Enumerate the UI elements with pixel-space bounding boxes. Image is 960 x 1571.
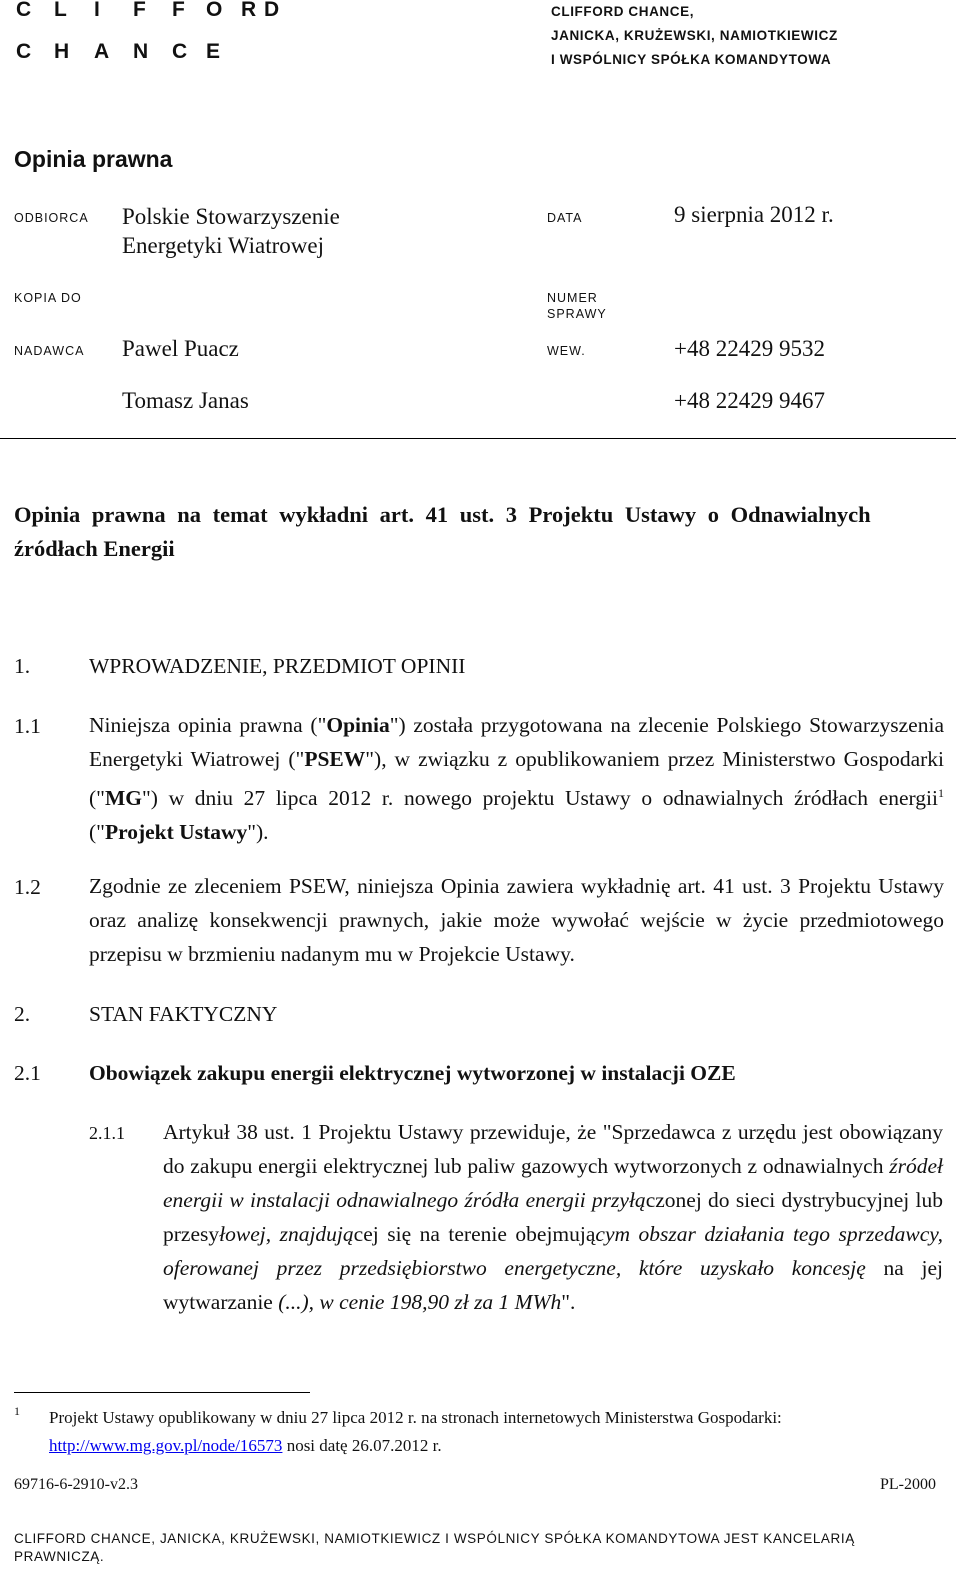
clifford-chance-logo [14,0,294,70]
logo-letter: L [54,0,67,21]
recipient-line-1: Polskie Stowarzyszenie [122,204,340,229]
firm-line-2: JANICKA, KRUŻEWSKI, NAMIOTKIEWICZ [551,28,838,43]
footnote-after: nosi datę 26.07.2012 r. [282,1436,442,1455]
sender-label: NADAWCA [14,344,85,358]
paragraph-1-2: Zgodnie ze zleceniem PSEW, niniejsza Opinia zawiera wykładnię art. 41 ust. 3 Projektu Ustawy oraz analizę konsekwencji prawnych, jakie może wywołać wejście w życie przedmiotowego przepisu w brzmieniu nadanym mu w Projekcie Ustawy. [89,874,944,966]
firm-line-3: I WSPÓLNICY SPÓŁKA KOMANDYTOWA [551,52,832,67]
document-type-title: Opinia prawna [14,146,173,172]
case-number-label-line-1: NUMER [547,291,598,305]
p211-quote: biorstwo energetyczne, które uzyskało koncesję [411,1256,866,1280]
section-2-title: STAN FAKTYCZNY [89,1002,278,1026]
p11-defined-term: PSEW [304,747,366,771]
logo-row-1 [14,0,294,26]
p211-text: na jej wytwarzanie [163,1256,943,1314]
date-value: 9 sierpnia 2012 r. [674,202,834,227]
section-2-number: 2. [14,1002,31,1026]
subject-line-2: źródłach Energii [14,536,175,561]
paragraph-1-1 [89,708,944,849]
p211-text: cej się na terenie obejmują [353,1222,596,1246]
logo-letter: N [133,40,149,63]
p211-text: Artykuł 38 ust. 1 Projektu Ustawy przewiduje, że "Sprzedawca z urzędu jest obowiązany do zakupu energii elektrycznej lub paliw gazowych wytworzonych z odnawialnych [163,1120,943,1178]
logo-letter: F [133,0,146,21]
logo-letter: C [16,0,32,21]
logo-letter: F [172,0,185,21]
copy-label: KOPIA DO [14,291,82,305]
p11-text: ") została przygotowana na zlecenie Polskiego Stowarzyszenia Energetyki Wiatrowej (" [89,713,944,771]
footnote-separator [14,1392,310,1393]
footnote-1 [49,1404,949,1460]
extension-2: +48 22429 9467 [674,388,825,413]
p11-defined-term: Opinia [326,713,390,737]
subject-line-1: Opinia prawna na temat wykładni art. 41 ust. 3 Projektu Ustawy o Odnawialnych [14,502,871,527]
p211-quote: cym obszar działania tego sprzedawcy, oferowanej przez przedsię [163,1222,943,1280]
p11-text: (" [89,820,105,845]
footnote-text: Projekt Ustawy opublikowany w dniu 27 lipca 2012 r. na stronach internetowych Ministerstwa Gospodarki: [49,1408,782,1427]
p11-defined-term: Projekt Ustawy [104,820,248,845]
p11-defined-term: MG [104,786,142,811]
footnote-link[interactable]: http://www.mg.gov.pl/node/16573 [49,1436,283,1455]
firm-line-1: CLIFFORD CHANCE, [551,4,695,19]
case-number-label [547,290,607,322]
section-2-1-title: Obowiązek zakupu energii elektrycznej wytworzonej w instalacji OZE [89,1061,736,1085]
subject [14,498,871,566]
footer-disclaimer: CLIFFORD CHANCE, JANICKA, KRUŻEWSKI, NAMIOTKIEWICZ I WSPÓLNICY SPÓŁKA KOMANDYTOWA JEST KANCELARIĄ PRAWNICZĄ. [14,1531,855,1564]
logo-letter: O [206,0,223,21]
section-1-number: 1. [14,654,31,678]
p11-text: "), w związku z opublikowaniem przez Ministerstwo Gospodarki (" [89,747,944,811]
extension-label: WEW. [547,344,586,358]
sender-2: Tomasz Janas [122,388,249,413]
paragraph-1-1-number: 1.1 [14,714,41,738]
logo-letter: I [94,0,100,21]
p11-text: Niniejsza opinia prawna (" [89,713,327,737]
p211-quote: łowej, znajdują [219,1222,354,1246]
firm-name [551,0,838,72]
header-divider [0,438,956,439]
p11-text: ") w dniu 27 lipca 2012 r. nowego projektu Ustawy o odnawialnych źródłach energii [141,786,938,811]
logo-letter: D [264,0,280,21]
footnote-ref-1[interactable]: 1 [938,786,944,800]
logo-letter: C [172,40,188,63]
logo-letter: A [94,40,110,63]
p11-text: "). [247,820,269,845]
paragraph-2-1-1 [163,1115,943,1319]
paragraph-1-2-number: 1.2 [14,875,41,899]
recipient-label: ODBIORCA [14,211,89,225]
logo-letter: H [54,40,70,63]
section-2-1-number: 2.1 [14,1061,41,1085]
document-code: PL-2000 [880,1476,936,1493]
paragraph-2-1-1-number: 2.1.1 [89,1123,125,1143]
extension-1: +48 22429 9532 [674,336,825,361]
p211-text: czonej do sieci dystrybucyjnej lub przesy [163,1188,943,1246]
p211-text: ". [561,1290,576,1314]
date-label: DATA [547,211,583,225]
section-1-title: WPROWADZENIE, PRZEDMIOT OPINII [89,654,466,678]
logo-letter: R [241,0,257,21]
recipient-line-2: Energetyki Wiatrowej [122,233,324,258]
document-id: 69716-6-2910-v2.3 [14,1476,138,1493]
p211-quote: źródeł energii w instalacji odnawialnego źródła energii przyłą [163,1154,943,1212]
logo-letter: E [206,40,221,63]
logo-row-2 [14,40,294,68]
p211-quote: (...), w cenie 198,90 zł za 1 MWh [278,1290,562,1314]
logo-letter: C [16,40,32,63]
footnote-number: 1 [14,1404,20,1418]
sender-1: Pawel Puacz [122,336,239,361]
case-number-label-line-2: SPRAWY [547,307,607,321]
